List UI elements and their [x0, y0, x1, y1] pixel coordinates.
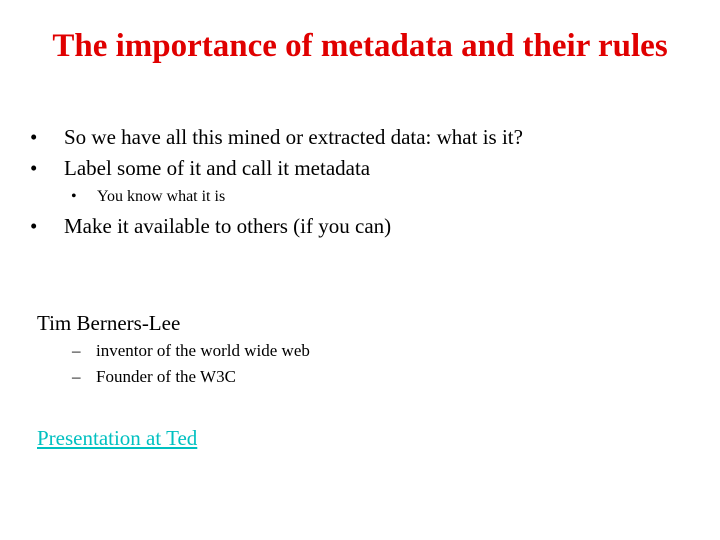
bullet-text: So we have all this mined or extracted data: what is it? — [64, 125, 523, 149]
bullet-item — [30, 155, 371, 181]
bullet-marker: • — [30, 156, 38, 180]
bullet-marker: • — [30, 214, 38, 238]
bullet-text: Label some of it and call it metadata — [64, 156, 371, 180]
author-name: Tim Berners-Lee — [37, 311, 181, 335]
slide-title: The importance of metadata and their rules — [52, 28, 668, 64]
bullet-text: You know what it is — [97, 188, 226, 205]
bullet-item — [30, 124, 523, 150]
ted-presentation-link[interactable]: Presentation at Ted — [37, 426, 198, 450]
bullet-marker: • — [71, 188, 77, 205]
dash-marker: – — [72, 341, 81, 360]
role-text: Founder of the W3C — [96, 367, 236, 386]
author-role — [72, 367, 236, 387]
role-text: inventor of the world wide web — [96, 341, 310, 360]
sub-bullet-item — [71, 187, 226, 207]
bullet-item — [30, 213, 392, 239]
author-role — [72, 341, 310, 361]
bullet-text: Make it available to others (if you can) — [64, 214, 392, 238]
dash-marker: – — [72, 367, 81, 386]
bullet-marker: • — [30, 125, 38, 149]
